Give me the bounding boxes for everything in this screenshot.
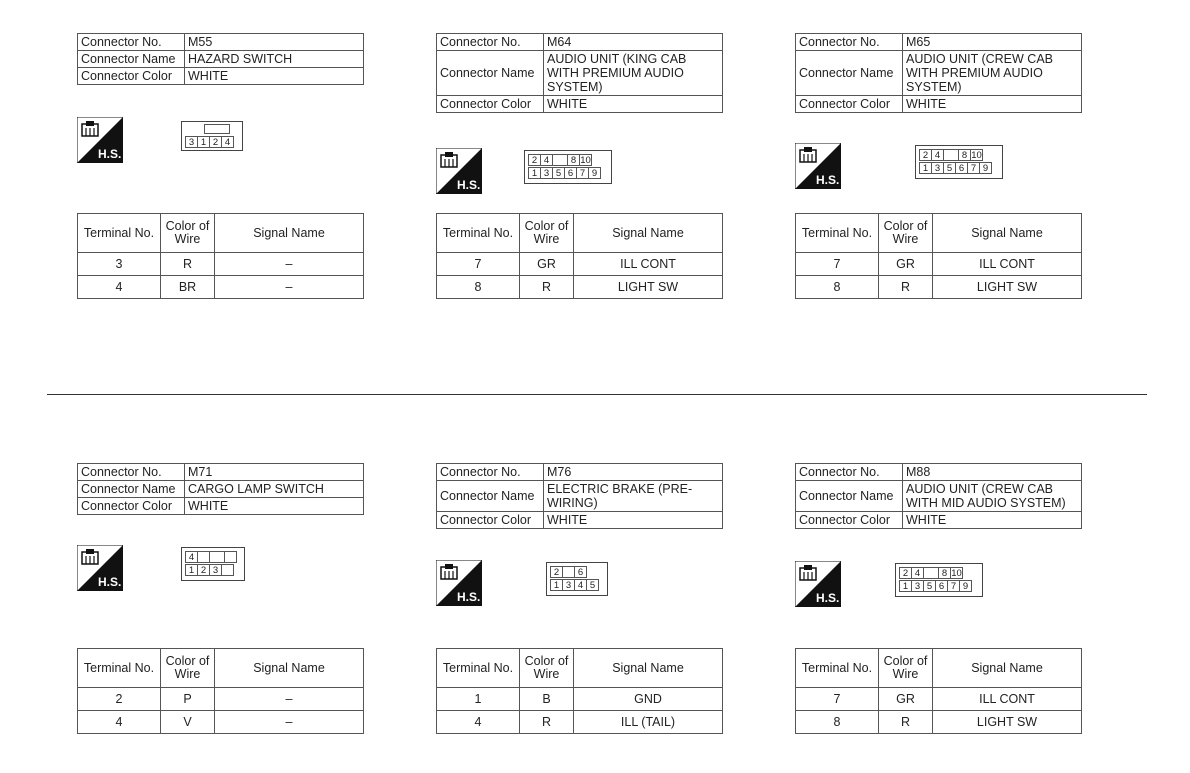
pin-row-top [919,149,982,161]
connector-pin [224,551,237,563]
terminal-table [77,648,364,734]
pin-row-bottom [528,167,600,179]
terminal-table [795,213,1082,299]
terminal-no-header: Terminal No. [78,649,161,688]
signal-name-cell: ILL CONT [933,253,1082,276]
harness-side-icon [436,148,482,194]
connector-no-label: Connector No. [796,464,903,481]
connector-pin: 1 [185,564,198,576]
connector-pin: 2 [550,566,563,578]
connector-pin: 9 [979,162,992,174]
terminal-row [78,688,364,711]
connector-pin: 7 [576,167,589,179]
connector-face-diagram [181,547,245,581]
terminal-no-header: Terminal No. [796,214,879,253]
wire-color-header: Color of Wire [520,214,574,253]
connector-face-diagram [524,150,612,184]
connector-pin: 4 [931,149,944,161]
terminal-row [796,276,1082,299]
signal-name-cell: – [215,253,364,276]
connector-block-m76 [436,463,726,729]
connector-face-diagram [546,562,608,596]
terminal-table [77,213,364,299]
connector-name-label: Connector Name [437,481,544,512]
terminal-no-header: Terminal No. [437,214,520,253]
connector-pin: 8 [958,149,971,161]
wire-color-header: Color of Wire [520,649,574,688]
connector-color-label: Connector Color [78,498,185,515]
signal-name-cell: ILL (TAIL) [574,711,723,734]
connector-info-table [77,463,364,515]
connector-name-label: Connector Name [78,51,185,68]
signal-name-cell: ILL CONT [574,253,723,276]
connector-color-label: Connector Color [796,96,903,113]
connector-pin: 4 [911,567,924,579]
connector-latch [943,149,959,161]
connector-name-label: Connector Name [796,481,903,512]
wire-color-cell: R [161,253,215,276]
connector-pin: 10 [951,568,962,579]
connector-name-value: AUDIO UNIT (CREW CAB WITH MID AUDIO SYSTEM) [903,481,1082,512]
signal-name-header: Signal Name [933,214,1082,253]
connector-no-label: Connector No. [796,34,903,51]
wire-color-cell: BR [161,276,215,299]
signal-name-cell: – [215,711,364,734]
signal-name-cell: – [215,276,364,299]
wire-color-cell: GR [520,253,574,276]
connector-color-label: Connector Color [78,68,185,85]
terminal-no-header: Terminal No. [437,649,520,688]
svg-text:H.S.: H.S. [457,178,481,192]
connector-no-value: M71 [185,464,364,481]
harness-side-icon [795,561,841,607]
pin-row-top [899,567,962,579]
connector-pin: 9 [959,580,972,592]
harness-side-icon [436,560,482,606]
connector-pin: 10 [971,150,982,161]
wire-color-cell: R [520,276,574,299]
terminal-row [437,253,723,276]
connector-no-label: Connector No. [437,464,544,481]
connector-pin: 8 [938,567,951,579]
connector-pin: 1 [899,580,912,592]
terminal-no-cell: 7 [796,688,879,711]
svg-text:H.S.: H.S. [816,173,840,187]
terminal-row [796,688,1082,711]
connector-no-value: M55 [185,34,364,51]
connector-pin: 7 [967,162,980,174]
signal-name-header: Signal Name [574,214,723,253]
connector-no-label: Connector No. [78,464,185,481]
connector-no-value: M64 [544,34,723,51]
signal-name-cell: GND [574,688,723,711]
signal-name-cell: LIGHT SW [574,276,723,299]
terminal-row [78,711,364,734]
signal-name-cell: – [215,688,364,711]
connector-pin: 3 [931,162,944,174]
connector-pin: 8 [567,154,580,166]
signal-name-header: Signal Name [574,649,723,688]
connector-pin: 9 [588,167,601,179]
connector-info-table [436,33,723,113]
terminal-no-cell: 4 [78,711,161,734]
connector-pin: 6 [935,580,948,592]
connector-pin: 2 [197,564,210,576]
pin-row-top [202,122,232,136]
connector-name-value: AUDIO UNIT (KING CAB WITH PREMIUM AUDIO SYSTEM) [544,51,723,96]
connector-pin: 1 [550,579,563,591]
connector-name-value: AUDIO UNIT (CREW CAB WITH PREMIUM AUDIO SYSTEM) [903,51,1082,96]
terminal-no-cell: 7 [437,253,520,276]
connector-name-label: Connector Name [796,51,903,96]
connector-color-value: WHITE [903,512,1082,529]
connector-block-m71 [77,463,367,729]
connector-color-value: WHITE [903,96,1082,113]
svg-text:H.S.: H.S. [816,591,840,605]
wire-color-cell: R [879,276,933,299]
connector-pin: 5 [923,580,936,592]
terminal-no-cell: 8 [796,711,879,734]
connector-latch [204,124,230,134]
connector-pin: 3 [562,579,575,591]
connector-pin: 4 [185,551,198,563]
terminal-no-header: Terminal No. [78,214,161,253]
pin-row-bottom [919,162,991,174]
wire-color-cell: R [520,711,574,734]
pin-row-top [185,551,236,563]
terminal-row [796,711,1082,734]
connector-pin: 3 [185,136,198,148]
wire-color-cell: R [879,711,933,734]
connector-pin: 6 [564,167,577,179]
connector-block-m65 [795,33,1085,294]
svg-text:H.S.: H.S. [457,590,481,604]
connector-color-value: WHITE [544,512,723,529]
terminal-row [437,711,723,734]
connector-info-table [436,463,723,529]
connector-pin: 2 [528,154,541,166]
connector-color-label: Connector Color [437,96,544,113]
connector-pin: 2 [209,136,222,148]
connector-no-value: M65 [903,34,1082,51]
terminal-no-cell: 1 [437,688,520,711]
connector-face-diagram [895,563,983,597]
connector-block-m88 [795,463,1085,729]
connector-pin: 5 [552,167,565,179]
connector-pin: 3 [540,167,553,179]
connector-pin: 4 [221,136,234,148]
connector-pin: 7 [947,580,960,592]
terminal-no-cell: 4 [78,276,161,299]
connector-no-value: M88 [903,464,1082,481]
signal-name-header: Signal Name [933,649,1082,688]
connector-pin: 3 [911,580,924,592]
terminal-table [436,648,723,734]
connector-name-value: CARGO LAMP SWITCH [185,481,364,498]
terminal-no-cell: 3 [78,253,161,276]
svg-text:H.S.: H.S. [98,575,122,589]
terminal-row [78,276,364,299]
terminal-row [437,276,723,299]
connector-pin: 6 [955,162,968,174]
terminal-row [78,253,364,276]
wire-color-cell: B [520,688,574,711]
wire-color-cell: GR [879,253,933,276]
connector-no-label: Connector No. [78,34,185,51]
signal-name-header: Signal Name [215,649,364,688]
connector-pin: 1 [919,162,932,174]
connector-pin: 6 [574,566,587,578]
connector-no-label: Connector No. [437,34,544,51]
connector-pin: 2 [919,149,932,161]
wire-color-header: Color of Wire [161,649,215,688]
connector-pin: 4 [540,154,553,166]
pin-row-bottom [550,579,598,591]
connector-pin: 3 [209,564,222,576]
connector-latch [552,154,568,166]
terminal-no-cell: 8 [437,276,520,299]
harness-side-icon [77,545,123,591]
connector-color-label: Connector Color [796,512,903,529]
signal-name-cell: ILL CONT [933,688,1082,711]
connector-block-m64 [436,33,726,294]
wire-color-header: Color of Wire [879,214,933,253]
wire-color-cell: GR [879,688,933,711]
connector-pin: 10 [580,155,591,166]
connector-latch [923,567,939,579]
signal-name-cell: LIGHT SW [933,276,1082,299]
terminal-no-header: Terminal No. [796,649,879,688]
connector-name-value: HAZARD SWITCH [185,51,364,68]
wire-color-cell: V [161,711,215,734]
connector-info-table [795,463,1082,529]
connector-pin: 5 [943,162,956,174]
terminal-no-cell: 7 [796,253,879,276]
connector-color-value: WHITE [185,68,364,85]
terminal-no-cell: 4 [437,711,520,734]
pin-row-bottom [899,580,971,592]
terminal-row [437,688,723,711]
harness-side-icon [77,117,123,163]
harness-side-icon [795,143,841,189]
connector-pin: 2 [899,567,912,579]
connector-name-label: Connector Name [78,481,185,498]
connector-face-diagram [181,121,243,151]
terminal-table [436,213,723,299]
connector-pin [221,564,234,576]
pin-row-top [528,154,591,166]
connector-pin: 4 [574,579,587,591]
wire-color-header: Color of Wire [879,649,933,688]
connector-name-value: ELECTRIC BRAKE (PRE-WIRING) [544,481,723,512]
wire-color-header: Color of Wire [161,214,215,253]
connector-color-value: WHITE [544,96,723,113]
connector-info-table [795,33,1082,113]
terminal-table [795,648,1082,734]
connector-block-m55 [77,33,367,294]
pin-row-bottom [185,564,233,576]
signal-name-header: Signal Name [215,214,364,253]
terminal-row [796,253,1082,276]
connector-pin: 1 [528,167,541,179]
connector-info-table [77,33,364,85]
connector-latch [209,551,225,563]
wire-color-cell: P [161,688,215,711]
terminal-no-cell: 8 [796,276,879,299]
section-divider [47,394,1147,395]
connector-pin: 5 [586,579,599,591]
connector-no-value: M76 [544,464,723,481]
pin-row-bottom [185,136,233,148]
connector-face-diagram [915,145,1003,179]
connector-name-label: Connector Name [437,51,544,96]
connector-pin: 1 [197,136,210,148]
svg-text:H.S.: H.S. [98,147,122,161]
signal-name-cell: LIGHT SW [933,711,1082,734]
connector-color-label: Connector Color [437,512,544,529]
terminal-no-cell: 2 [78,688,161,711]
pin-row-top [550,566,586,578]
connector-color-value: WHITE [185,498,364,515]
